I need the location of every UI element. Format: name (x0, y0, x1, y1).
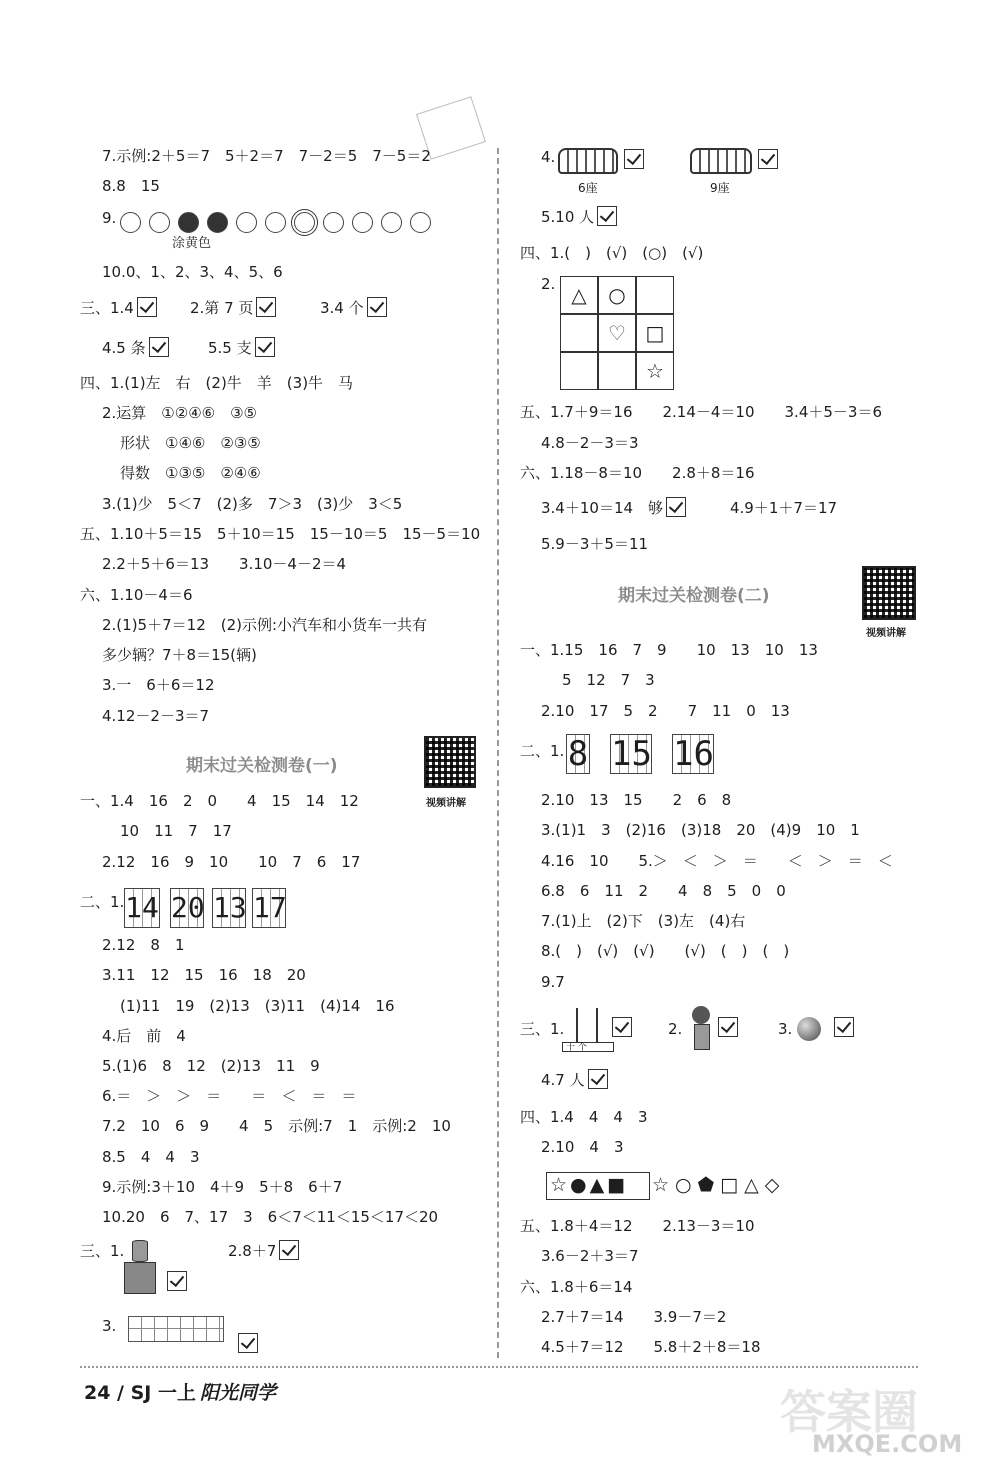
answer-line: 2. (668, 1020, 683, 1038)
answer-line: 六、1.8＋6＝14 (520, 1278, 633, 1296)
answer-line: 3.11 12 15 16 18 20 (102, 966, 306, 984)
answer-line: 4.8－2－3＝3 (541, 434, 639, 452)
abacus-digit: 17 (252, 888, 286, 928)
answer-line: 4.12－2－3＝7 (102, 707, 210, 725)
check-icon (149, 337, 169, 357)
square-grid (128, 1316, 224, 1342)
answer-line: 三、1.4 (80, 298, 157, 319)
answer-line: 5.(1)6 8 12 (2)13 11 9 (102, 1057, 320, 1075)
check-icon (367, 297, 387, 317)
fruit-row (120, 212, 439, 233)
fruit-caption: 涂黄色 (172, 236, 212, 251)
answer-line: 2.10 13 15 2 6 8 (541, 791, 732, 809)
check-icon (279, 1240, 299, 1260)
bus-icon (690, 148, 752, 174)
watermark-site: MXQE.COM (812, 1430, 963, 1458)
grid-cell: ☆ (636, 352, 674, 390)
answer-line: 一、1.15 16 7 9 10 13 10 13 (520, 641, 818, 659)
abacus-label: 十 个 (566, 1043, 587, 1053)
answer-line: 2.(1)5＋7＝12 (2)示例:小汽车和小货车一共有 (102, 616, 428, 634)
answer-line: 6.8 6 11 2 4 8 5 0 0 (541, 882, 786, 900)
grid-cell (598, 352, 636, 390)
ball-icon (797, 1017, 821, 1041)
answer-line: 二、1. (520, 742, 565, 760)
answer-line: 7.(1)上 (2)下 (3)左 (4)右 (541, 912, 746, 930)
answer-line: 3.4＋10＝14 够 (541, 498, 686, 519)
shape-grid (560, 276, 674, 390)
answer-line: 四、1.(1)左 右 (2)牛 羊 (3)牛 马 (80, 374, 354, 392)
cylinder-icon (132, 1240, 148, 1262)
answer-line: 3. (778, 1020, 793, 1038)
qr-code (862, 566, 916, 620)
answer-line: 一、1.4 16 2 0 4 15 14 12 (80, 792, 359, 810)
shapes-row: ☆●▲■ (550, 1174, 629, 1196)
grid-cell: ○ (598, 276, 636, 314)
answer-line: 3. (102, 1317, 117, 1335)
answer-line: 4.5 条 (102, 338, 169, 359)
answer-line: 多少辆？7＋8＝15(辆) (102, 646, 257, 664)
grid-cell: ♡ (598, 314, 636, 352)
check-icon (758, 150, 778, 171)
check-icon (718, 1018, 738, 1039)
check-icon (167, 1272, 187, 1293)
answer-line: 得数 ①③⑤ ②④⑥ (120, 464, 261, 482)
shapes-row: ☆○⬟□△◇ (652, 1174, 786, 1196)
cube-icon (124, 1262, 156, 1294)
bus-caption: 6座 (578, 181, 598, 195)
answer-line: 四、1.4 4 4 3 (520, 1108, 648, 1126)
abacus-digit: 14 (124, 888, 160, 928)
answer-line: 2.10 17 5 2 7 11 0 13 (541, 702, 790, 720)
answer-line: 4.9＋1＋7＝17 (730, 499, 838, 517)
answer-line: 4.7 人 (541, 1070, 608, 1091)
answer-line: 3.一 6＋6＝12 (102, 676, 215, 694)
answer-line: 五、1.7＋9＝16 2.14－4＝10 3.4＋5－3＝6 (520, 403, 883, 421)
answer-line: 五、1.10＋5＝15 5＋10＝15 15－10＝5 15－5＝10 (80, 525, 481, 543)
check-icon (137, 297, 157, 317)
answer-line: 6.＝ ＞ ＞ ＝ ＝ ＜ ＝ ＝ (102, 1087, 357, 1105)
grid-cell: △ (560, 276, 598, 314)
section-title: 期末过关检测卷(二) (618, 586, 770, 606)
check-icon (597, 206, 617, 226)
answer-line: 4.5＋7＝12 5.8＋2＋8＝18 (541, 1338, 761, 1356)
check-icon (256, 297, 276, 317)
answer-line: 4.16 10 5.＞ ＜ ＞ ＝ ＜ ＞ ＝ ＜ (541, 852, 893, 870)
answer-line: 8.8 15 (102, 177, 160, 195)
answer-line: 3.(1)1 3 (2)16 (3)18 20 (4)9 10 1 (541, 821, 860, 839)
answer-line: 2.12 8 1 (102, 936, 185, 954)
answer-line: 2.10 4 3 (541, 1138, 624, 1156)
qr-label: 视频讲解 (426, 798, 466, 809)
abacus-digit: 13 (212, 888, 246, 928)
answer-line: 7.示例:2＋5＝7 5＋2＝7 7－2＝5 7－5＝2 (102, 147, 431, 165)
column-divider (497, 148, 499, 1358)
brand-logo: 阳光同学 (200, 1382, 277, 1404)
answer-line: 3.4 个 (320, 298, 387, 319)
answer-line: 六、1.10－4＝6 (80, 586, 193, 604)
abacus-digit: 15 (611, 734, 652, 774)
answer-line: 形状 ①④⑥ ②③⑤ (120, 434, 261, 452)
answer-line: 5.5 支 (208, 338, 275, 359)
answer-line: 2.12 16 9 10 10 7 6 17 (102, 853, 361, 871)
watermark-logo: 答案圈 (780, 1385, 918, 1439)
answer-line: 9. (102, 209, 117, 227)
answer-line: 三、1. (520, 1020, 565, 1038)
answer-line: 5.10 人 (541, 207, 617, 228)
abacus-digit: 16 (673, 734, 714, 774)
answer-line: 2.8＋7 (228, 1241, 299, 1262)
answer-line: 10.20 6 7、17 3 6＜7＜11＜15＜17＜20 (102, 1208, 439, 1226)
check-icon (238, 1334, 258, 1355)
answer-line: 10 11 7 17 (120, 822, 232, 840)
grid-cell (560, 352, 598, 390)
answer-line: 8.( ) (√) (√) (√) ( ) ( ) (541, 942, 790, 960)
answer-line: 2.7＋7＝14 3.9－7＝2 (541, 1308, 727, 1326)
answer-line: 5 12 7 3 (562, 671, 655, 689)
answer-line: 8.5 4 4 3 (102, 1148, 200, 1166)
grid-cell: □ (636, 314, 674, 352)
answer-line: 五、1.8＋4＝12 2.13－3＝10 (520, 1217, 755, 1235)
answer-line: 2.第 7 页 (190, 298, 276, 319)
check-icon (624, 150, 644, 171)
abacus-digit: 8 (567, 734, 589, 774)
answer-line: 4. (541, 148, 556, 166)
check-icon (612, 1018, 632, 1039)
bus-icon (558, 148, 618, 174)
grid-cell (560, 314, 598, 352)
child-icon (692, 1006, 710, 1024)
answer-line: 9.7 (541, 973, 565, 991)
answer-line: 3.6－2＋3＝7 (541, 1247, 639, 1265)
answer-line: 四、1.( ) (√) (○) (√) (520, 244, 704, 262)
bus-caption: 9座 (710, 181, 730, 195)
answer-line: 5.9－3＋5＝11 (541, 535, 649, 553)
answer-line: 3.(1)少 5＜7 (2)多 7＞3 (3)少 3＜5 (102, 495, 403, 513)
qr-code (424, 736, 476, 788)
qr-label: 视频讲解 (866, 628, 906, 639)
section-title: 期末过关检测卷(一) (186, 756, 338, 776)
abacus-digit: 20 (170, 888, 204, 928)
answer-line: 六、1.18－8＝10 2.8＋8＝16 (520, 464, 755, 482)
answer-line: 二、1. (80, 893, 125, 911)
answer-line: 7.2 10 6 9 4 5 示例:7 1 示例:2 10 (102, 1117, 451, 1135)
check-icon (666, 497, 686, 517)
answer-line: 10.0、1、2、3、4、5、6 (102, 263, 283, 281)
answer-line: 2.2＋5＋6＝13 3.10－4－2＝4 (102, 555, 347, 573)
check-icon (588, 1069, 608, 1089)
check-icon (834, 1018, 854, 1039)
child-body-icon (694, 1024, 710, 1050)
answer-line: 4.后 前 4 (102, 1027, 186, 1045)
answer-line: 2.运算 ①②④⑥ ③⑤ (102, 404, 257, 422)
answer-line: 9.示例:3＋10 4＋9 5＋8 6＋7 (102, 1178, 343, 1196)
answer-line: 三、1. (80, 1242, 125, 1260)
grid-cell (636, 276, 674, 314)
answer-line: 2. (541, 275, 556, 293)
page-number: 24 / SJ 一上 (84, 1382, 196, 1404)
answer-line: (1)11 19 (2)13 (3)11 (4)14 16 (120, 997, 395, 1015)
footer-rule (80, 1366, 918, 1368)
check-icon (255, 337, 275, 357)
